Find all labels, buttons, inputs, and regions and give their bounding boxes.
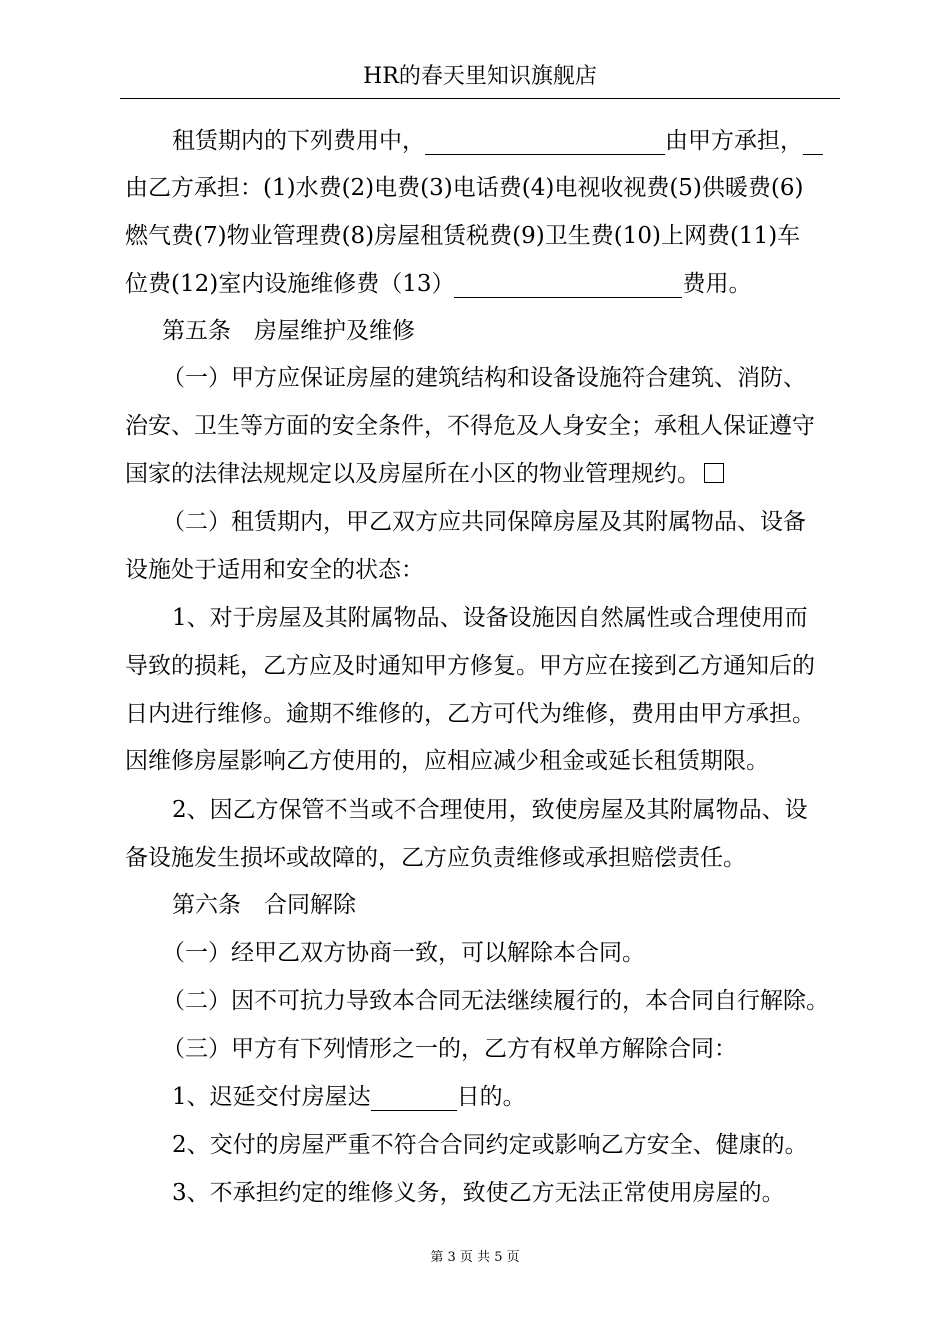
text-line: 日内进行维修。逾期不维修的，乙方可代为维修，费用由甲方承担。: [125, 701, 815, 727]
text-line: [172, 1081, 887, 1113]
text-line: 由乙方承担：(1)水费(2)电费(3)电话费(4)电视收视费(5)供暖费(6): [125, 175, 804, 201]
text-line: （二）租赁期内，甲乙双方应共同保障房屋及其附属物品、设备: [162, 509, 806, 535]
text-line: 因维修房屋影响乙方使用的，应相应减少租金或延长租赁期限。: [125, 748, 769, 774]
text-line: 治安、卫生等方面的安全条件，不得危及人身安全；承租人保证遵守: [125, 413, 815, 439]
text-line: 2、交付的房屋严重不符合合同约定或影响乙方安全、健康的。: [172, 1132, 808, 1158]
text-segment: 国家的法律法规规定以及房屋所在小区的物业管理规约。: [125, 461, 700, 487]
text-segment: 1、迟延交付房屋达: [172, 1084, 371, 1110]
fill-blank[interactable]: [803, 129, 823, 155]
text-line: （二）因不可抗力导致本合同无法继续履行的，本合同自行解除。: [162, 988, 829, 1014]
page-header: HR的春天里知识旗舰店: [363, 64, 597, 89]
header-divider: [120, 98, 840, 99]
checkbox[interactable]: [704, 463, 724, 483]
fill-blank[interactable]: [371, 1085, 457, 1111]
fill-blank[interactable]: [425, 129, 665, 155]
text-line: （三）甲方有下列情形之一的，乙方有权单方解除合同：: [162, 1036, 737, 1062]
text-line: 设施处于适用和安全的状态：: [125, 557, 424, 583]
section-heading: 第六条 合同解除: [172, 892, 356, 918]
text-line: （一）经甲乙双方协商一致，可以解除本合同。: [162, 940, 645, 966]
text-line: 导致的损耗，乙方应及时通知甲方修复。甲方应在接到乙方通知后的: [125, 653, 815, 679]
text-line: （一）甲方应保证房屋的建筑结构和设备设施符合建筑、消防、: [162, 365, 806, 391]
text-line: 3、不承担约定的维修义务，致使乙方无法正常使用房屋的。: [172, 1180, 785, 1206]
text-segment: 租赁期内的下列费用中，: [172, 128, 425, 154]
text-line: 燃气费(7)物业管理费(8)房屋租赁税费(9)卫生费(10)上网费(11)车: [125, 223, 801, 249]
text-line: 备设施发生损坏或故障的，乙方应负责维修或承担赔偿责任。: [125, 845, 746, 871]
text-line: 2、因乙方保管不当或不合理使用，致使房屋及其附属物品、设: [172, 797, 808, 823]
text-line: [172, 125, 887, 157]
page-number: 第 3 页 共 5 页: [430, 1250, 520, 1265]
text-line: 1、对于房屋及其附属物品、设备设施因自然属性或合理使用而: [172, 605, 808, 631]
text-segment: 日的。: [456, 1084, 526, 1110]
text-segment: 位费(12)室内设施维修费（13）: [125, 271, 455, 297]
section-heading: 第五条 房屋维护及维修: [162, 318, 415, 344]
text-segment: 费用。: [682, 271, 752, 297]
text-line: [125, 458, 840, 490]
text-segment: 由甲方承担，: [665, 128, 803, 154]
text-line: [125, 268, 840, 300]
fill-blank[interactable]: [454, 272, 682, 298]
